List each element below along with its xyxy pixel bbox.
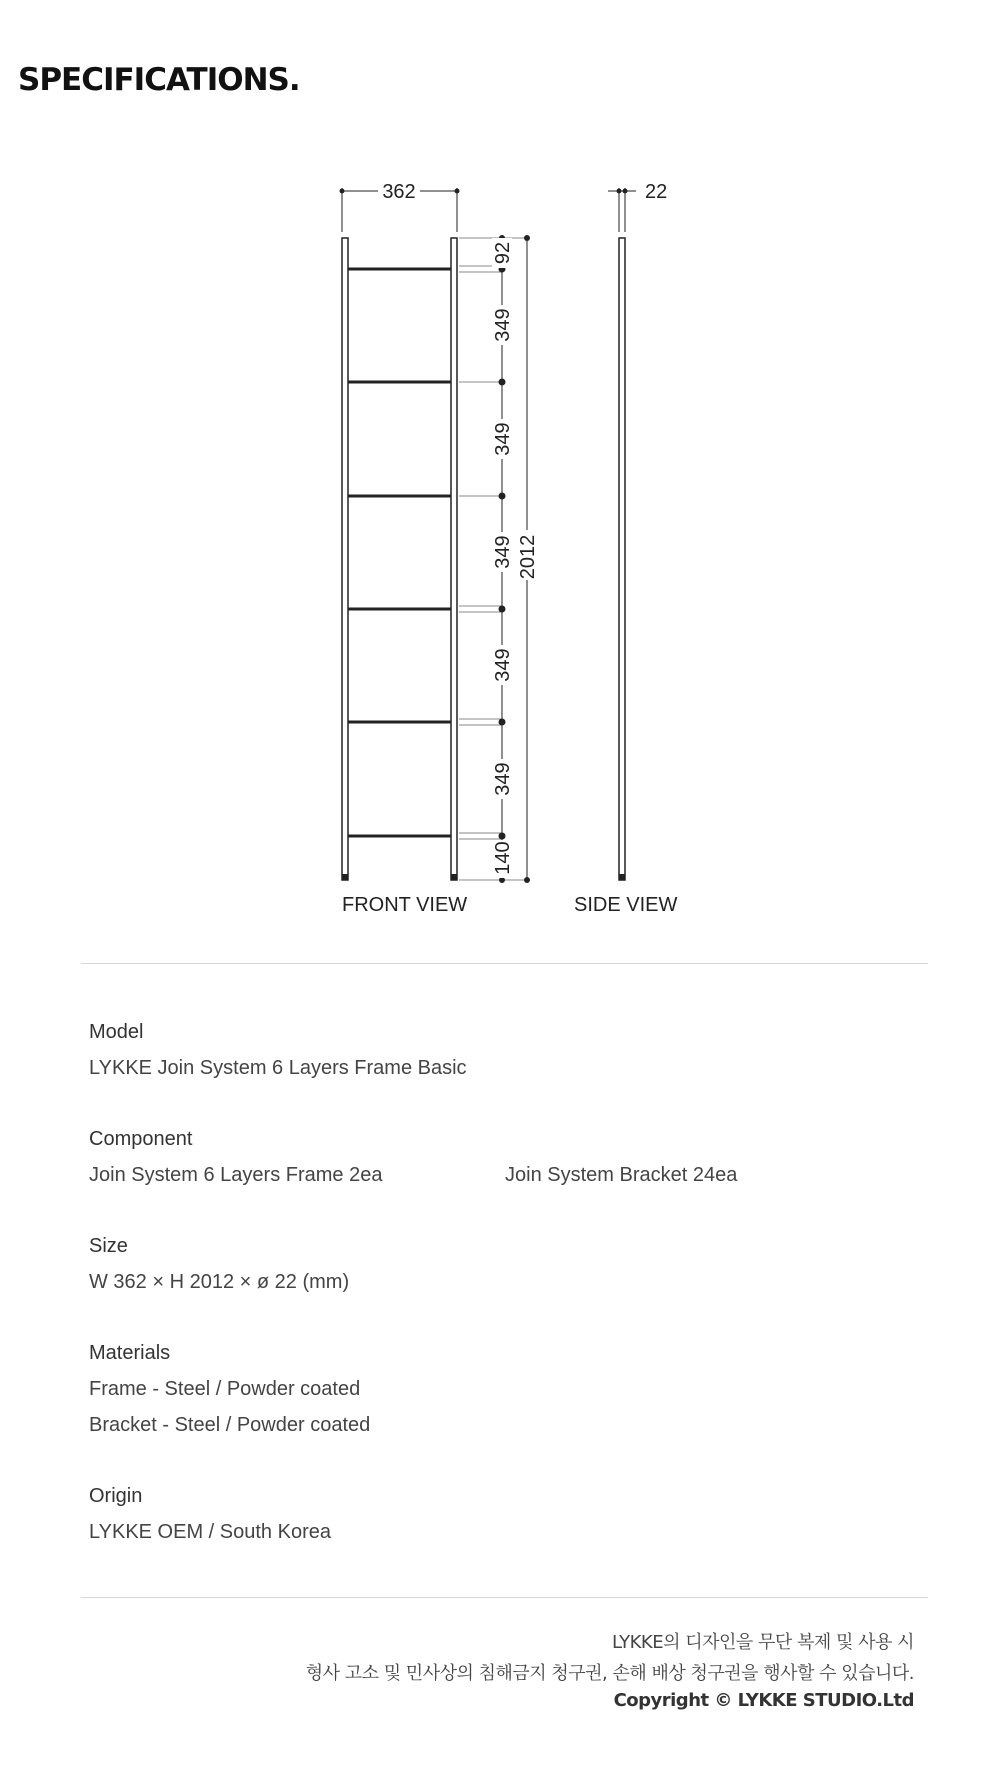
dim-total-height-label: 2012 [517, 534, 539, 580]
dim-gap-label: 349 [492, 762, 514, 796]
spec-size-value: W 362 × H 2012 × ø 22 (mm) [89, 1271, 350, 1293]
footer-copyright: Copyright © LYKKE STUDIO.Ltd [613, 1690, 914, 1711]
front-view-label: FRONT VIEW [342, 894, 468, 916]
footer-notice-line-2: 형사 고소 및 민사상의 침해금지 청구권, 손해 배상 청구권을 행사할 수 있습니다. [305, 1663, 914, 1684]
dim-gap-label: 349 [492, 422, 514, 456]
dim-bottom-label: 140 [492, 841, 514, 875]
spec-materials-value-1: Frame - Steel / Powder coated [89, 1378, 361, 1400]
side-view-post [619, 238, 625, 880]
shelf-bars [348, 269, 451, 836]
page-title: SPECIFICATIONS. [18, 62, 300, 98]
dim-gap-label: 349 [492, 308, 514, 342]
dim-gap-label: 349 [492, 535, 514, 569]
side-view-label: SIDE VIEW [574, 894, 678, 916]
footer-notice-line-1: LYKKE의 디자인을 무단 복제 및 사용 시 [612, 1632, 914, 1653]
front-left-post [342, 238, 348, 880]
spec-materials-label: Materials [89, 1342, 171, 1364]
front-right-foot [451, 874, 457, 880]
spec-component-label: Component [89, 1128, 193, 1150]
spec-origin-label: Origin [89, 1485, 143, 1507]
spec-component-value-1: Join System 6 Layers Frame 2ea [89, 1164, 383, 1186]
divider-top [81, 963, 928, 964]
divider-bottom [81, 1597, 928, 1598]
dim-top-label: 92 [492, 241, 514, 265]
dim-gap-label: 349 [492, 648, 514, 682]
side-view-foot [619, 874, 625, 880]
depth-dimension [608, 188, 636, 232]
dim-depth-label: 22 [645, 181, 668, 203]
dim-width-label: 362 [382, 181, 416, 203]
front-right-post [451, 238, 457, 880]
spec-model-value: LYKKE Join System 6 Layers Frame Basic [89, 1057, 467, 1079]
spec-size-label: Size [89, 1235, 128, 1257]
front-left-foot [342, 874, 348, 880]
spec-materials-value-2: Bracket - Steel / Powder coated [89, 1414, 371, 1436]
spec-origin-value: LYKKE OEM / South Korea [89, 1521, 331, 1543]
spec-model-label: Model [89, 1021, 144, 1043]
spec-component-value-2: Join System Bracket 24ea [505, 1164, 738, 1186]
